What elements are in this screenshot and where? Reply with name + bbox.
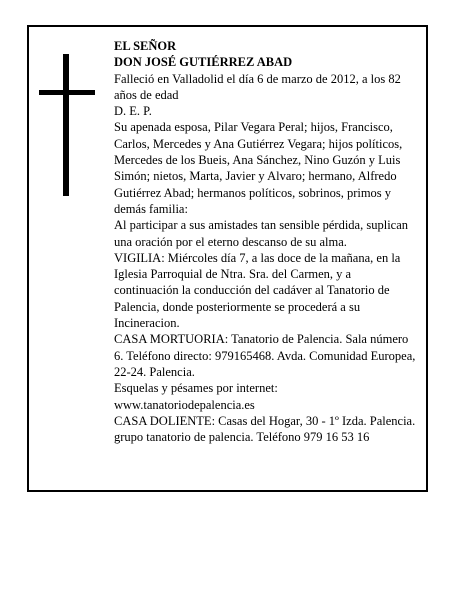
family-paragraph: Su apenada esposa, Pilar Vegara Peral; hijos, Francisco, Carlos, Mercedes y Ana Gutiérrez Vegara; hijos políticos, Mercedes de los Bueis, Ana Sánchez, Nino Guzón y Luis Simón; nietos, Marta, Javier y Alvaro; hermano, Alfredo Gutiérrez Abad; hermanos políticos, sobrinos, primos y demás familia: (114, 120, 403, 216)
cross-icon-vertical (63, 54, 69, 196)
cross-icon-horizontal (39, 90, 95, 95)
footer-line: grupo tanatorio de palencia. Teléfono 979 16 53 16 (114, 430, 370, 445)
online-label: Esquelas y pésames por internet: (114, 381, 278, 396)
dep-line: D. E. P. (114, 104, 152, 119)
mortuary-paragraph: CASA MORTUORIA: Tanatorio de Palencia. Sala número 6. Teléfono directo: 979165468. Avda. Comunidad Europea, 22-24. Palencia. (114, 332, 416, 379)
title-line-1: EL SEÑOR (114, 39, 177, 53)
death-notice: Falleció en Valladolid el día 6 de marzo de 2012, a los 82 años de edad (114, 71, 401, 102)
title-line-2: DON JOSÉ GUTIÉRREZ ABAD (114, 55, 293, 70)
home-paragraph: CASA DOLIENTE: Casas del Hogar, 30 - 1º Izda. Palencia. (114, 413, 416, 428)
request-paragraph: Al participar a sus amistades tan sensible pérdida, suplican una oración por el eterno descanso de su alma. (114, 218, 409, 249)
vigil-paragraph: VIGILIA: Miércoles día 7, a las doce de la mañana, en la Iglesia Parroquial de Ntra. Sra. del Carmen, y a continuación la conducción del cadáver al Tanatorio de Palencia, donde posteriormente se procederá a su Incineracion. (114, 250, 401, 331)
obituary-text (114, 38, 416, 445)
website-link[interactable]: www.tanatoriodepalencia.es (114, 397, 255, 412)
